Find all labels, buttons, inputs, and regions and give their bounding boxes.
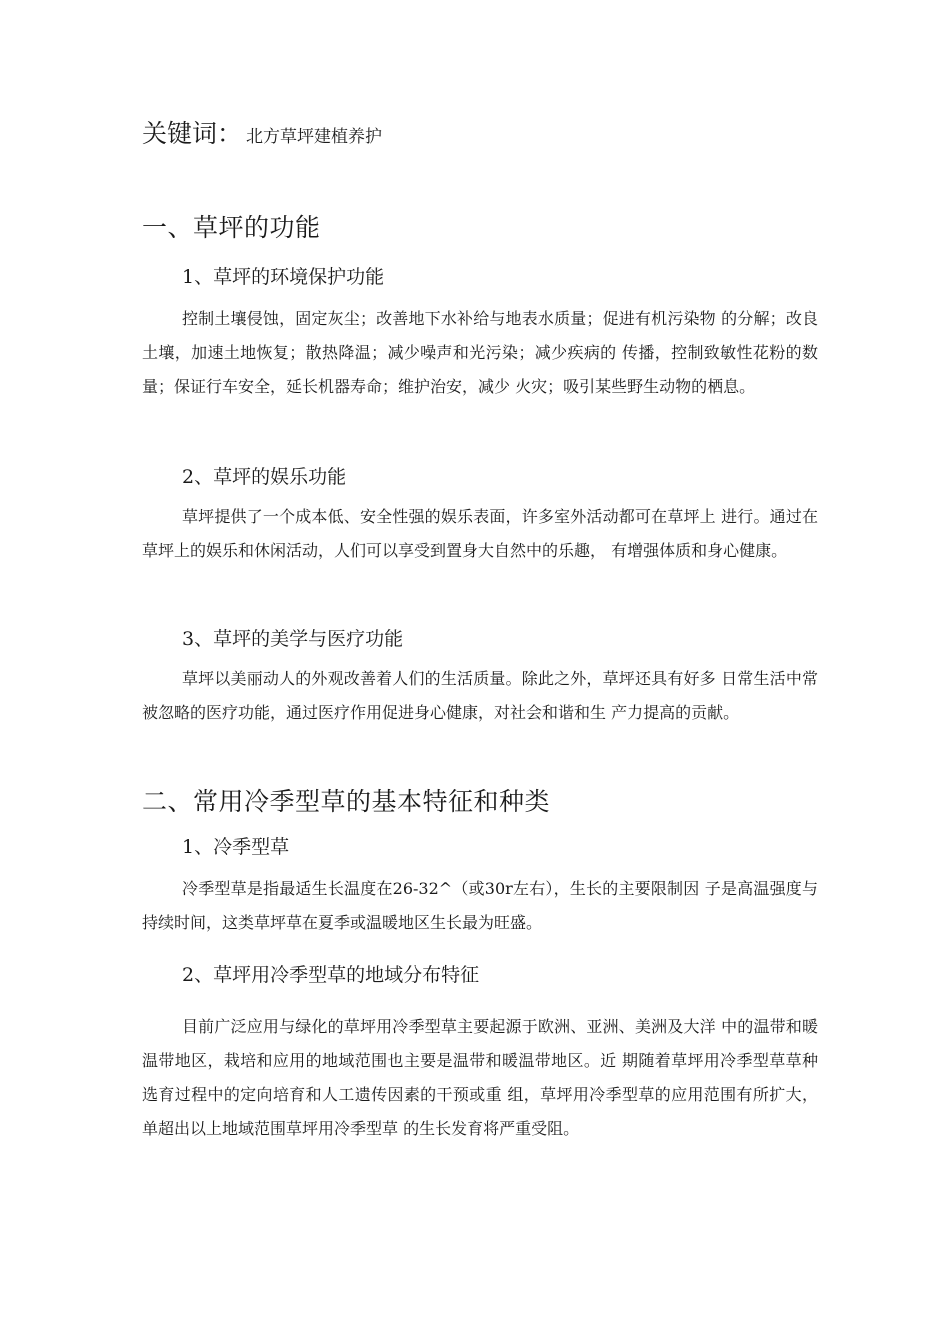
keywords-text: 北方草坪建植养护 [246, 127, 383, 147]
subsection-heading-2-2: 2、草坪用冷季型草的地域分布特征 [182, 964, 480, 986]
section-heading-1: 一、草坪的功能 [142, 213, 321, 242]
keywords-line [142, 114, 382, 150]
paragraph-2-1: 冷季型草是指最适生长温度在26-32^（或30r左右），生长的主要限制因 子是高温强度与持续时间，这类草坪草在夏季或温暖地区生长最为旺盛。 [142, 879, 818, 932]
paragraph-2-2: 目前广泛应用与绿化的草坪用冷季型草主要起源于欧洲、亚洲、美洲及大洋 中的温带和暖温带地区，栽培和应用的地域范围也主要是温带和暖温带地区。近 期随着草坪用冷季型草草种选育过程中的定向培育和人工遗传因素的干预或重 组，草坪用冷季型草的应用范围有所扩大，单超出以上地域范围草坪用冷季型草 的生长发育将严重受阻。 [142, 1017, 818, 1138]
paragraph-1-1: 控制土壤侵蚀，固定灰尘；改善地下水补给与地表水质量；促进有机污染物 的分解；改良土壤，加速土地恢复；散热降温；减少噪声和光污染；减少疾病的 传播，控制致敏性花粉的数量；保证行车安全，延长机器寿命；维护治安，减少 火灾；吸引某些野生动物的栖息。 [142, 309, 818, 396]
subsection-heading-1-3: 3、草坪的美学与医疗功能 [182, 628, 404, 650]
subsection-heading-1-2: 2、草坪的娱乐功能 [182, 466, 347, 488]
keywords-label: 关键词： [142, 119, 243, 148]
subsection-heading-2-1: 1、冷季型草 [182, 836, 290, 858]
section-heading-2: 二、常用冷季型草的基本特征和种类 [142, 787, 551, 816]
subsection-heading-1-1: 1、草坪的环境保护功能 [182, 266, 385, 288]
paragraph-1-2: 草坪提供了一个成本低、安全性强的娱乐表面，许多室外活动都可在草坪上 进行。通过在草坪上的娱乐和休闲活动，人们可以享受到置身大自然中的乐趣， 有增强体质和身心健康。 [142, 507, 818, 560]
paragraph-1-3: 草坪以美丽动人的外观改善着人们的生活质量。除此之外，草坪还具有好多 日常生活中常被忽略的医疗功能，通过医疗作用促进身心健康，对社会和谐和生 产力提高的贡献。 [142, 669, 818, 722]
